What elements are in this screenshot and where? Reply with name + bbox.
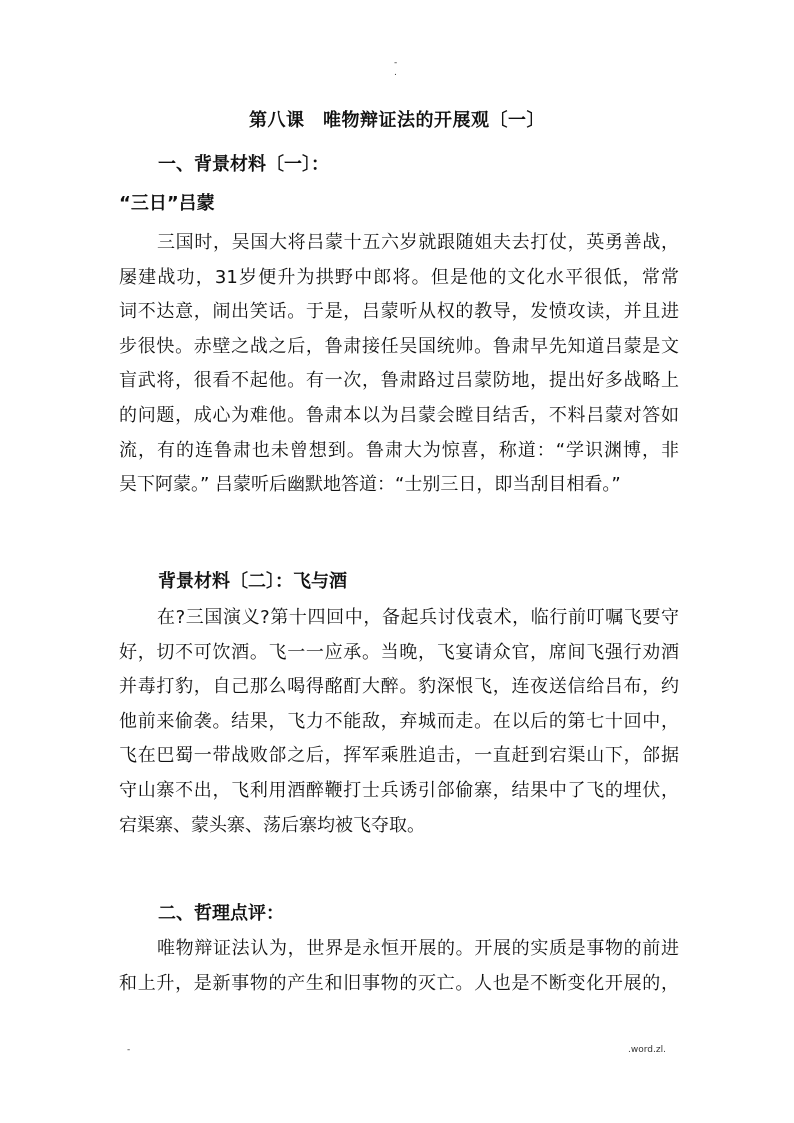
- paragraph-line: 三国时，吴国大将吕蒙十五六岁就跟随姐夫去打仗，英勇善战，: [157, 232, 679, 253]
- header-mark-bottom: .: [394, 68, 397, 78]
- paragraph-line: 在?三国演义?第十四回中，备起兵讨伐袁术，临行前叮嘱飞要守: [157, 607, 679, 628]
- header-mark-top: -: [394, 58, 398, 68]
- paragraph-line: 飞在巴蜀一带战败郃之后，挥军乘胜追击，一直赶到宕渠山下，郃据: [119, 745, 679, 767]
- paragraph-line: 吴下阿蒙。” 吕蒙听后幽默地答道：“士别三日，即当刮目相看。”: [119, 474, 621, 496]
- paragraph-line: 唯物辩证法认为，世界是永恒开展的。开展的实质是事物的前进: [157, 938, 679, 959]
- paragraph-zhang-fei: [119, 601, 679, 843]
- paragraph-line: 词不达意，闹出笑话。于是，吕蒙听从权的教导，发愤攻读，并且进: [119, 301, 679, 323]
- paragraph-line: 并毒打豹，自己那么喝得酩酊大醉。豹深恨飞，连夜送信给吕布，约: [119, 676, 679, 698]
- paragraph-line: 的问题，成心为难他。鲁肃本以为吕蒙会瞠目结舌，不料吕蒙对答如: [119, 404, 679, 426]
- header-mark: [394, 58, 397, 78]
- paragraph-line: 守山寨不出，飞利用酒醉鞭打士兵诱引郃偷寨，结果中了飞的埋伏，: [119, 779, 679, 801]
- paragraph-line: 流，有的连鲁肃也未曾想到。鲁肃大为惊喜，称道：“学识渊博，非: [119, 439, 679, 461]
- section1-subheading: “三日”吕蒙: [119, 193, 215, 214]
- paragraph-line: 好，切不可饮酒。飞一一应承。当晚，飞宴请众官，席间飞强行劝酒: [119, 641, 679, 663]
- paragraph-line: 屡建战功，31岁便升为拱野中郎将。但是他的文化水平很低，常常: [119, 266, 679, 288]
- paragraph-lu-meng: [119, 226, 679, 503]
- paragraph-line: 和上升，是新事物的产生和旧事物的灭亡。人也是不断变化开展的，: [119, 972, 679, 994]
- footer-right: .word.zl.: [628, 1045, 666, 1055]
- section2-heading: 背景材料〔二〕：飞与酒: [158, 571, 347, 592]
- paragraph-line: 宕渠寨、蒙头寨、荡后寨均被飞夺取。: [119, 814, 425, 836]
- paragraph-commentary: [119, 932, 679, 1001]
- paragraph-line: 盲武将，很看不起他。有一次，鲁肃路过吕蒙防地，提出好多战略上: [119, 370, 679, 392]
- page-title: 第八课 唯物辩证法的开展观〔一〕: [249, 110, 545, 131]
- footer-left: -: [127, 1045, 131, 1055]
- paragraph-line: 步很快。赤壁之战之后，鲁肃接任吴国统帅。鲁肃早先知道吕蒙是文: [119, 335, 679, 357]
- paragraph-line: 他前来偷袭。结果，飞力不能敌，弃城而走。在以后的第七十回中，: [119, 710, 679, 732]
- section1-heading: 一、背景材料〔一〕：: [158, 154, 329, 175]
- section3-heading: 二、哲理点评：: [158, 903, 284, 924]
